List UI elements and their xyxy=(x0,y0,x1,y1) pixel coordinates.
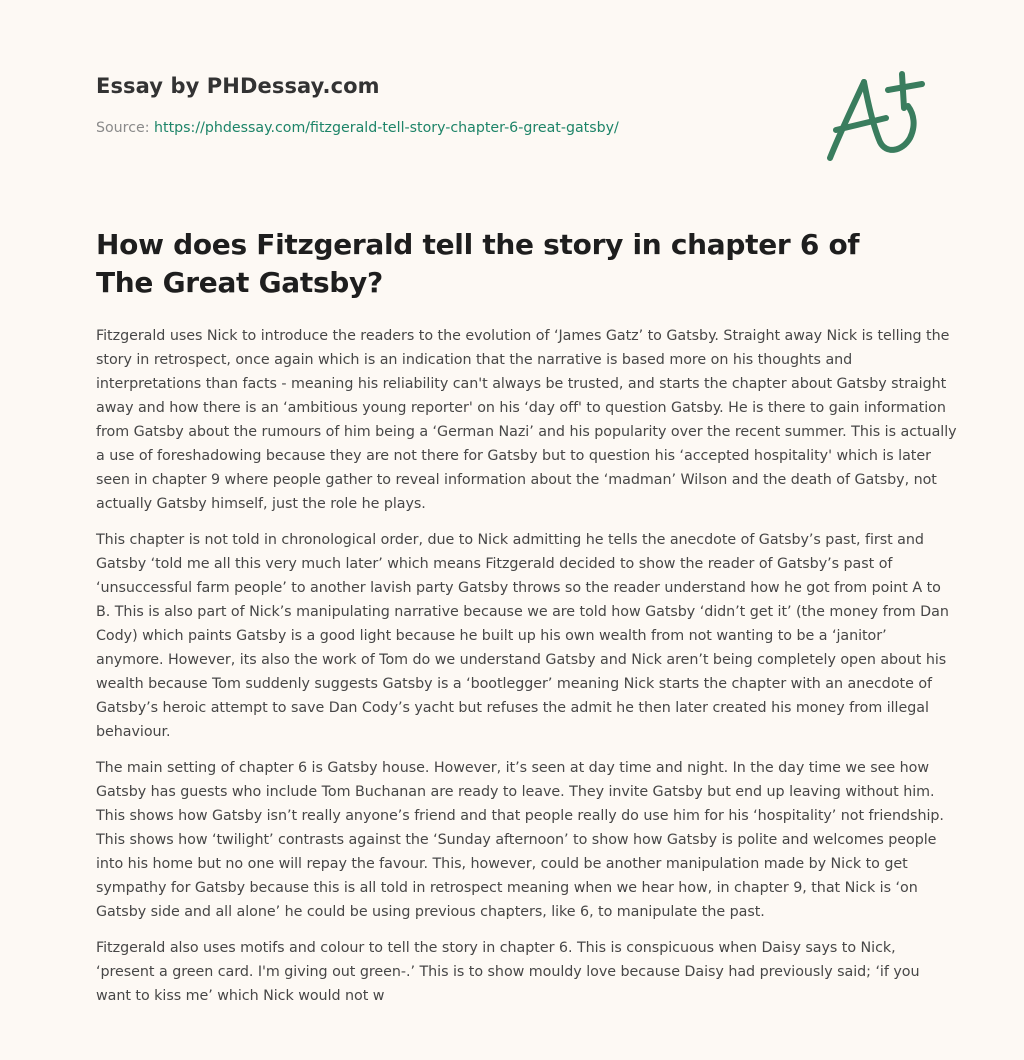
essay-paragraph: The main setting of chapter 6 is Gatsby house. However, it’s seen at day time and night. In the day time we see how Gatsby has guests who include Tom Buchanan are ready to leave. They invite Gatsby but end up leaving without him. This shows how Gatsby isn’t really anyone’s friend and that people really do use him for his ‘hospitality’ not friendship. This shows how ‘twilight’ contrasts against the ‘Sunday afternoon’ to show how Gatsby is polite and welcomes people into his home but no one will repay the favour. This, however, could be another manipulation made by Nick to get sympathy for Gatsby because this is all told in retrospect meaning when we hear how, in chapter 9, that Nick is ‘on Gatsby side and all alone’ he could be using previous chapters, like 6, to manipulate the past. xyxy=(96,760,944,920)
source-link[interactable]: https://phdessay.com/fitzgerald-tell-story-chapter-6-great-gatsby/ xyxy=(154,120,619,136)
a-plus-grade-icon xyxy=(822,68,932,168)
essay-body xyxy=(96,324,958,1020)
source-line xyxy=(96,120,936,136)
essay-paragraph: Fitzgerald uses Nick to introduce the readers to the evolution of ‘James Gatz’ to Gatsby. Straight away Nick is telling the story in retrospect, once again which is an indication that the narrative is based more on his thoughts and interpretations than facts - meaning his reliability can't always be trusted, and starts the chapter about Gatsby straight away and how there is an ‘ambitious young reporter' on his ‘day off' to question Gatsby. He is there to gain information from Gatsby about the rumours of him being a ‘German Nazi’ and his popularity over the recent summer. This is actually a use of foreshadowing because they are not there for Gatsby but to question his ‘accepted hospitality' which is later seen in chapter 9 where people gather to reveal information about the ‘madman’ Wilson and the death of Gatsby, not actually Gatsby himself, just the role he plays. xyxy=(96,328,957,512)
source-label: Source: xyxy=(96,120,155,136)
essay-paragraph: Fitzgerald also uses motifs and colour to tell the story in chapter 6. This is conspicuous when Daisy says to Nick, ‘present a green card. I'm giving out green-.’ This is to show mouldy love because Daisy had previously said; ‘if you want to kiss me’ which Nick would not w xyxy=(96,940,920,1004)
essay-header xyxy=(96,74,936,136)
essay-paragraph: This chapter is not told in chronological order, due to Nick admitting he tells the anecdote of Gatsby’s past, first and Gatsby ‘told me all this very much later’ which means Fitzgerald decided to show the reader of Gatsby’s past of ‘unsuccessful farm people’ to another lavish party Gatsby throws so the reader understand how he got from point A to B. This is also part of Nick’s manipulating narrative because we are told how Gatsby ‘didn’t get it’ (the money from Dan Cody) which paints Gatsby is a good light because he built up his own wealth from not wanting to be a ‘janitor’ anymore. However, its also the work of Tom do we understand Gatsby and Nick aren’t being completely open about his wealth because Tom suddenly suggests Gatsby is a ‘bootlegger’ meaning Nick starts the chapter with an anecdote of Gatsby’s heroic attempt to save Dan Cody’s yacht but refuses the admit he then later created his money from illegal behaviour. xyxy=(96,532,949,740)
brand-title: Essay by PHDessay.com xyxy=(96,74,380,98)
essay-title: How does Fitzgerald tell the story in chapter 6 of The Great Gatsby? xyxy=(96,228,860,299)
